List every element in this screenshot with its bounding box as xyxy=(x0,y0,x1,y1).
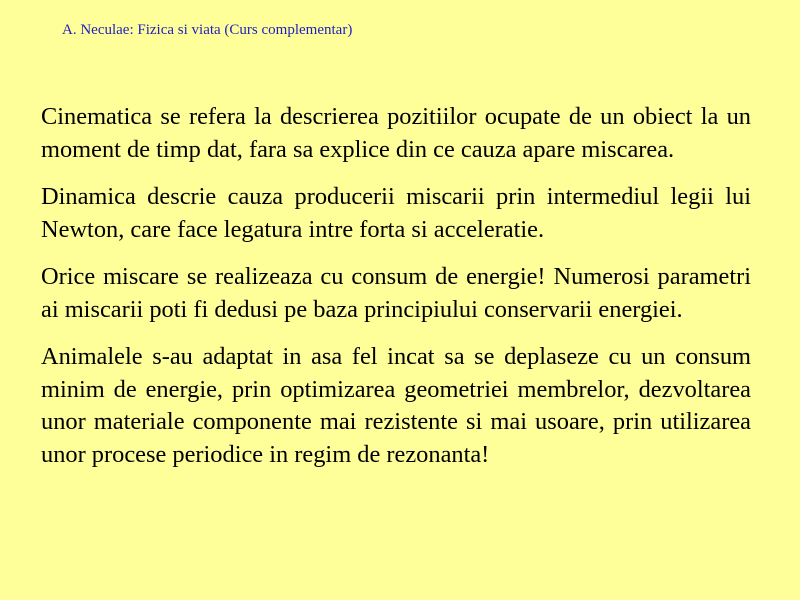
header-title: A. Neculae: Fizica si viata (Curs complementar) xyxy=(62,22,353,38)
slide-content xyxy=(41,101,751,471)
paragraph-energie: Orice miscare se realizeaza cu consum de energie! Numerosi parametri ai miscarii poti fi dedusi pe baza principiului conservarii energiei. xyxy=(41,263,751,323)
paragraph-cinematica: Cinematica se refera la descrierea pozitiilor ocupate de un obiect la un moment de timp dat, fara sa explice din ce cauza apare miscarea. xyxy=(41,103,751,163)
paragraph-dinamica: Dinamica descrie cauza producerii miscarii prin intermediul legii lui Newton, care face legatura intre forta si acceleratie. xyxy=(41,183,751,243)
paragraph-animale: Animalele s-au adaptat in asa fel incat sa se deplaseze cu un consum minim de energie, prin optimizarea geometriei membrelor, dezvoltarea unor materiale componente mai rezistente si mai usoare, prin utilizarea unor procese periodice in regim de rezonanta! xyxy=(41,343,751,468)
